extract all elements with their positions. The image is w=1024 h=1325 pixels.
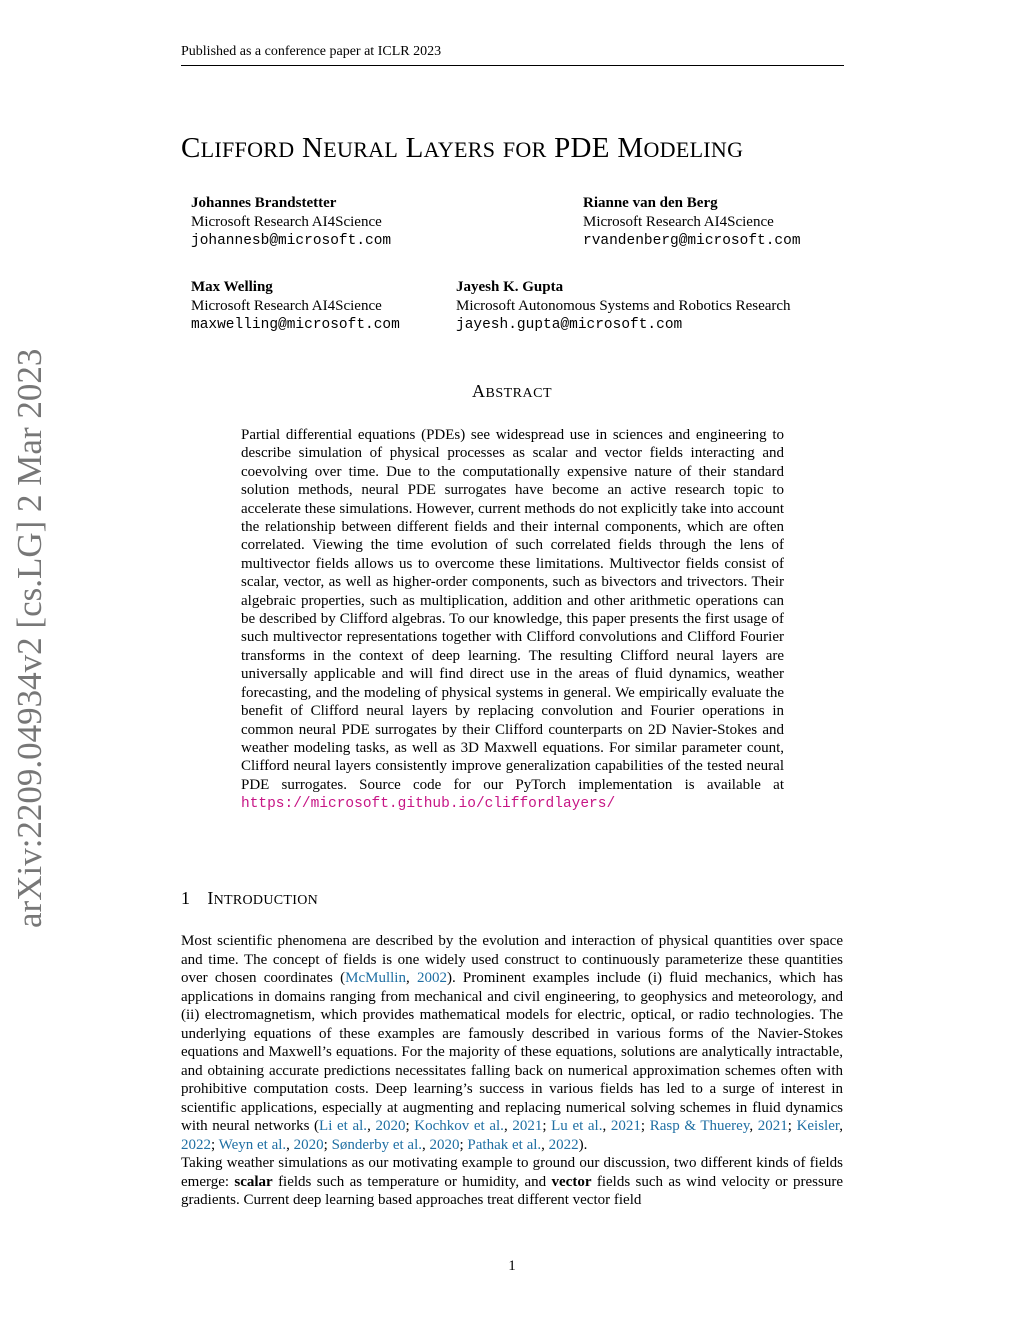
paper-title: CLIFFORD NEURAL LAYERS FOR PDE MODELING	[181, 132, 744, 164]
author-block	[583, 194, 801, 251]
author-affiliation: Microsoft Research AI4Science	[583, 214, 774, 230]
citation-link[interactable]: Lu et al.	[551, 1118, 603, 1134]
abstract-text: Partial differential equations (PDEs) see widespread use in sciences and engineering to describe simulation of physical processes as scalar and vector fields interacting and coevolving over time. Due to the computationally expensive nature of their standard solution methods, neural PDE surrogates have become an active research topic to accelerate these simulations. However, current methods do not explicitly take into account the relationship between different fields and their internal components, which are often correlated. Viewing the time evolution of such correlated fields through the lens of multivector fields allows us to overcome these limitations. Multivector fields consist of scalar, vector, as well as higher-order components, such as bivectors and trivectors. Their algebraic properties, such as multiplication, addition and other arithmetic operations can be described by Clifford algebras. To our knowledge, this paper presents the first usage of such multivector representations together with Clifford convolutions and Clifford Fourier transforms in the context of deep learning. The resulting Clifford neural layers are universally applicable and will find direct use in the areas of fluid dynamics, weather forecasting, and the modeling of physical systems in general. We empirically evaluate the benefit of Clifford neural layers by replacing convolution and Fourier operations in common neural PDE surrogates by their Clifford counterparts on 2D Navier-Stokes and weather modeling tasks, as well as 3D Maxwell equations. For similar parameter count, Clifford neural layers consistently improve generalization capabilities of the tested neural PDE surrogates. Source code for our PyTorch implementation is available at	[241, 427, 784, 793]
author-affiliation: Microsoft Research AI4Science	[191, 298, 382, 314]
author-name: Jayesh K. Gupta	[456, 279, 564, 295]
author-block	[191, 194, 391, 251]
citation-link[interactable]: 2021	[512, 1118, 543, 1134]
paragraph: Taking weather simulations as our motivating example to ground our discussion, two different kinds of fields emerge: scalar fields such as temperature or humidity, and vector fields such as wind velocity or pressure gradients. Current deep learning based approaches treat different vector field	[181, 1155, 843, 1208]
author-affiliation: Microsoft Autonomous Systems and Robotics Research	[456, 298, 791, 314]
page-number: 1	[508, 1258, 516, 1274]
author-block	[456, 278, 791, 335]
citation-link[interactable]: Kochkov et al.	[414, 1118, 504, 1134]
citation-link[interactable]: Keisler	[796, 1118, 840, 1134]
citation-link[interactable]: 2022	[181, 1136, 211, 1153]
citation-link[interactable]: McMullin	[345, 970, 406, 986]
author-name: Rianne van den Berg	[583, 195, 718, 211]
citation-link[interactable]: 2020	[293, 1136, 324, 1153]
running-header: Published as a conference paper at ICLR 2023	[181, 44, 844, 66]
author-email: rvandenberg@microsoft.com	[583, 233, 801, 249]
citation-link[interactable]: 2002	[416, 970, 447, 986]
citation-link[interactable]: Sønderby et al.	[331, 1136, 422, 1153]
author-block	[191, 278, 400, 335]
term-vector: vector	[551, 1173, 592, 1190]
author-email: jayesh.gupta@microsoft.com	[456, 317, 683, 333]
introduction-text	[181, 932, 843, 1210]
citation-link[interactable]: Rasp & Thuerey	[649, 1118, 750, 1134]
author-email: maxwelling@microsoft.com	[191, 317, 400, 333]
citation-link[interactable]: 2021	[757, 1118, 788, 1134]
arxiv-stamp: arXiv:2209.04934v2 [cs.LG] 2 Mar 2023	[10, 348, 49, 928]
citation-link[interactable]: 2020	[429, 1136, 460, 1153]
citation-link[interactable]: Pathak et al.	[467, 1136, 542, 1153]
citation-link[interactable]: 2020	[375, 1118, 406, 1134]
citation-link[interactable]: 2022	[548, 1136, 579, 1153]
abstract-body	[241, 426, 784, 814]
paragraph: Most scientific phenomena are described by the evolution and interaction of physical quantities over space and time. The concept of fields is one widely used construct to continuously parameterize these quantities over chosen coordinates (McMullin, 2002). Prominent examples include (i) fluid mechanics, which has applications in domains ranging from mechanical and civil engineering, to geophysics and meteorology, and (ii) electromagnetism, which provides mathematical models for electric, optical, or radio technologies. The underlying equations of these examples are famously described in various forms of the Navier-Stokes equations and Maxwell’s equations. For the majority of these equations, solutions are analytically intractable, and obtaining accurate predictions necessitates falling back on numerical approximation schemes often with prohibitive computation costs. Deep learning’s success in various fields has led to a surge of interest in scientific applications, especially at augmenting and replacing numerical solving schemes in fluid dynamics with neural networks (Li et al., 2020; Kochkov et al., 2021; Lu et al., 2021; Rasp & Thuerey, 2021; Keisler, 2022; Weyn et al., 2020; Sønderby et al., 2020; Pathak et al., 2022).	[181, 933, 844, 1153]
citation-link[interactable]: 2021	[610, 1118, 641, 1134]
author-email: johannesb@microsoft.com	[191, 233, 392, 249]
author-name: Johannes Brandstetter	[191, 195, 337, 211]
author-name: Max Welling	[191, 279, 273, 295]
code-link[interactable]: https://microsoft.github.io/cliffordlayers/	[241, 796, 616, 813]
citation-link[interactable]: Li et al.	[319, 1118, 368, 1134]
abstract-heading: ABSTRACT	[471, 381, 552, 401]
section-heading-introduction: 1 INTRODUCTION	[181, 888, 319, 908]
author-affiliation: Microsoft Research AI4Science	[191, 214, 382, 230]
citation-link[interactable]: Weyn et al.	[218, 1136, 287, 1153]
term-scalar: scalar	[234, 1173, 273, 1190]
